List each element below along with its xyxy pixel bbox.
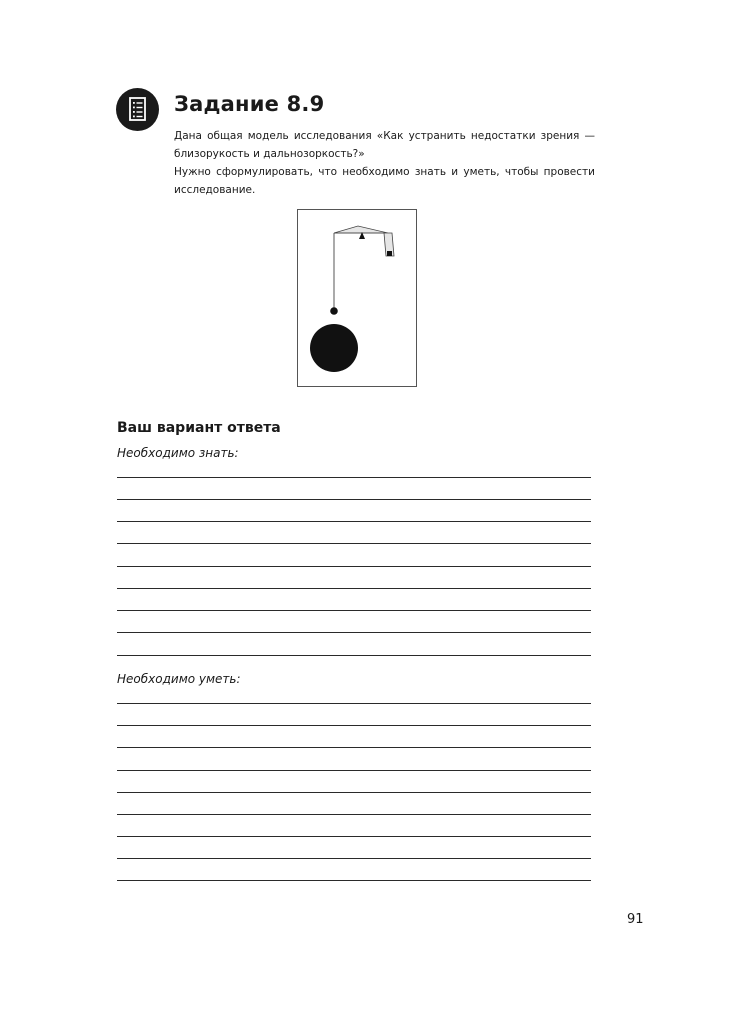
answer-line-know-6[interactable] — [117, 588, 591, 589]
answer-line-know-4[interactable] — [117, 543, 591, 544]
balance-beam — [334, 226, 388, 233]
task-paragraph-instruction: Нужно сформулировать, что необходимо знать и уметь, чтобы провести исследование. — [174, 166, 595, 196]
large-ball — [310, 324, 358, 372]
answer-line-can-3[interactable] — [117, 747, 591, 748]
answer-line-can-8[interactable] — [117, 858, 591, 859]
can-label: Необходимо уметь: — [117, 672, 241, 686]
answer-line-know-9[interactable] — [117, 655, 591, 656]
answer-line-know-1[interactable] — [117, 477, 591, 478]
task-title: Задание 8.9 — [174, 92, 325, 116]
task-paragraph-model: Дана общая модель исследования «Как устранить недостатки зрения — близорукость и дальнозоркость?» — [174, 130, 595, 160]
answer-line-know-5[interactable] — [117, 566, 591, 567]
answer-line-can-1[interactable] — [117, 703, 591, 704]
task-document-icon — [116, 88, 159, 131]
research-model-figure — [297, 209, 417, 387]
answer-line-can-4[interactable] — [117, 770, 591, 771]
answer-line-know-3[interactable] — [117, 521, 591, 522]
know-label: Необходимо знать: — [117, 446, 239, 460]
weight-block — [387, 251, 392, 256]
task-description — [174, 127, 595, 199]
answer-line-know-2[interactable] — [117, 499, 591, 500]
answer-line-know-8[interactable] — [117, 632, 591, 633]
page-number: 91 — [627, 912, 644, 927]
answer-heading: Ваш вариант ответа — [117, 420, 281, 436]
answer-line-can-9[interactable] — [117, 880, 591, 881]
answer-line-can-5[interactable] — [117, 792, 591, 793]
answer-line-can-2[interactable] — [117, 725, 591, 726]
pendulum-bob — [330, 307, 338, 315]
answer-line-can-7[interactable] — [117, 836, 591, 837]
answer-line-can-6[interactable] — [117, 814, 591, 815]
answer-line-know-7[interactable] — [117, 610, 591, 611]
